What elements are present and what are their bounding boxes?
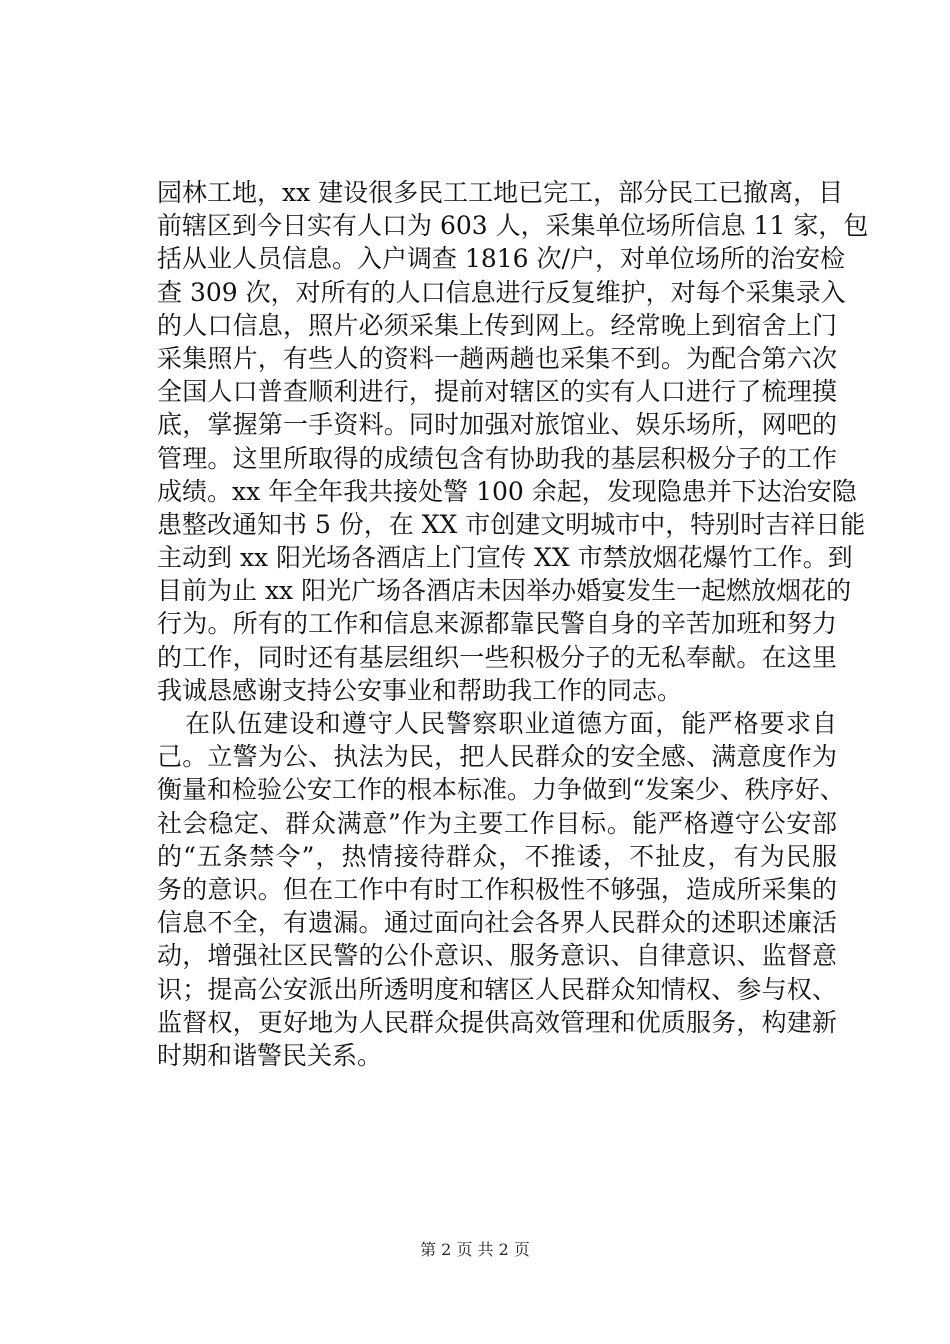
text-line: 括从业人员信息。入户调查 1816 次/户，对单位场所的治安检 (157, 244, 845, 274)
text-line: 全国人口普查顺利进行，提前对辖区的实有人口进行了梳理摸 (157, 377, 837, 407)
text-line: 的人口信息，照片必须采集上传到网上。经常晚上到宿舍上门 (157, 310, 837, 340)
text-line: 信息不全，有遗漏。通过面向社会各界人民群众的述职述廉活 (157, 908, 837, 938)
text-line: 前辖区到今日实有人口为 603 人，采集单位场所信息 11 家，包 (157, 211, 869, 241)
text-line: 园林工地，xx 建设很多民工工地已完工，部分民工已撤离，目 (157, 178, 844, 207)
text-line: 识；提高公安派出所透明度和辖区人民群众知情权、参与权、 (157, 974, 837, 1004)
text-line: 的工作，同时还有基层组织一些积极分子的无私奉献。在这里 (157, 642, 837, 672)
document-body (157, 176, 869, 1072)
text-line: 成绩。xx 年全年我共接处警 100 余起，发现隐患并下达治安隐 (157, 476, 857, 506)
text-line: 患整改通知书 5 份，在 XX 市创建文明城市中，特别时吉祥日能 (157, 509, 866, 539)
paragraph-1 (157, 176, 869, 707)
text-line: 务的意识。但在工作中有时工作积极性不够强，造成所采集的 (157, 874, 837, 904)
page-number-footer: 第 2 页 共 2 页 (420, 1240, 530, 1259)
text-line: 主动到 xx 阳光场各酒店上门宣传 XX 市禁放烟花爆竹工作。到 (157, 543, 853, 573)
text-line: 己。立警为公、执法为民，把人民群众的安全感、满意度作为 (157, 742, 837, 772)
text-line: 行为。所有的工作和信息来源都靠民警自身的辛苦加班和努力 (157, 609, 837, 639)
text-line: 采集照片，有些人的资料一趟两趟也采集不到。为配合第六次 (157, 343, 837, 373)
text-line: 在队伍建设和遵守人民警察职业道德方面，能严格要求自 (185, 709, 837, 738)
text-line: 查 309 次，对所有的人口信息进行反复维护，对每个采集录入 (157, 277, 846, 307)
text-line: 目前为止 xx 阳光广场各酒店未因举办婚宴发生一起燃放烟花的 (157, 576, 852, 606)
text-line: 监督权，更好地为人民群众提供高效管理和优质服务，构建新 (157, 1007, 837, 1037)
text-line: 管理。这里所取得的成绩包含有协助我的基层积极分子的工作 (157, 443, 837, 473)
text-line: 底，掌握第一手资料。同时加强对旅馆业、娱乐场所，网吧的 (157, 410, 837, 440)
text-line: 动，增强社区民警的公仆意识、服务意识、自律意识、监督意 (157, 941, 837, 971)
text-line: 时期和谐警民关系。 (157, 1040, 383, 1070)
paragraph-2 (157, 707, 845, 1072)
text-line: 的“五条禁令”，热情接待群众，不推诿，不扯皮，有为民服 (157, 841, 837, 871)
text-line: 衡量和检验公安工作的根本标准。力争做到“发案少、秩序好、 (157, 775, 845, 805)
text-line: 我诚恳感谢支持公安事业和帮助我工作的同志。 (157, 675, 683, 705)
text-line: 社会稳定、群众满意”作为主要工作目标。能严格遵守公安部 (157, 808, 837, 838)
